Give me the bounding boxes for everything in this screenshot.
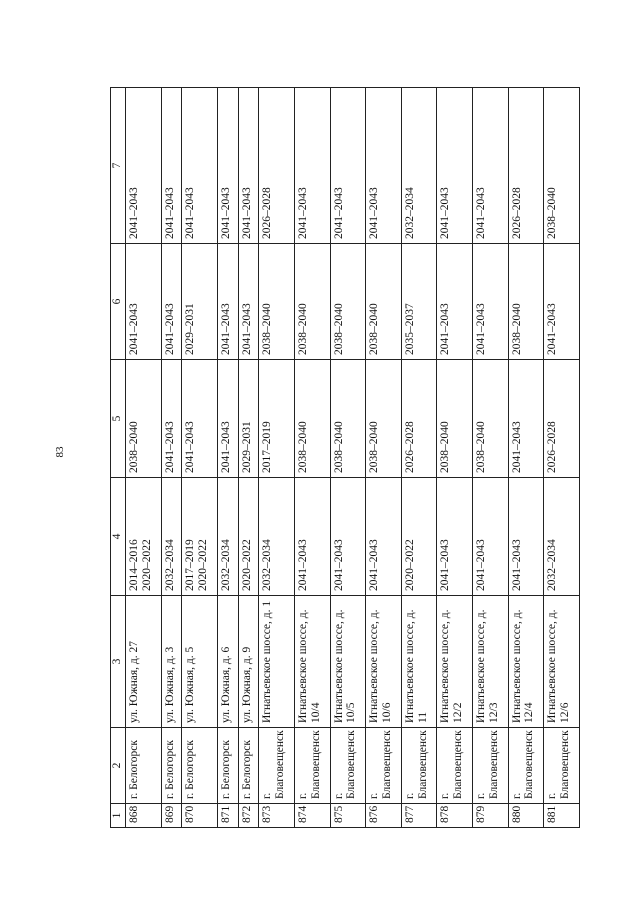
cell-address: Игнатьевское шоссе, д. 12/3 [472,596,508,728]
cell-row-number: 873 [259,804,295,828]
cell-period-col6: 2041–2043 [217,244,238,360]
cell-address: ул. Южная, д. 6 [217,596,238,728]
cell-address: Игнатьевское шоссе, д. 10/5 [330,596,366,728]
table-row [401,88,437,828]
cell-period-col5: 2026–2028 [401,360,437,478]
cell-address: ул. Южная, д. 27 [126,596,162,728]
cell-period-col6: 2041–2043 [238,244,259,360]
table-row [259,88,295,828]
cell-address: Игнатьевское шоссе, д. 10/4 [294,596,330,728]
cell-period-col4: 2017–2019 2020–2022 [182,478,218,596]
cell-period-col5: 2029–2031 [238,360,259,478]
cell-city: г. Благовещенск [294,728,330,804]
cell-period-col4: 2020–2022 [401,478,437,596]
table-row [238,88,259,828]
cell-address: Игнатьевское шоссе, д. 10/6 [366,596,402,728]
cell-address: Игнатьевское шоссе, д. 12/6 [544,596,580,728]
cell-address: Игнатьевское шоссе, д. 1 [259,596,295,728]
table-row [437,88,473,828]
table-row [544,88,580,828]
cell-period-col4: 2041–2043 [437,478,473,596]
cell-period-col5: 2041–2043 [217,360,238,478]
cell-row-number: 872 [238,804,259,828]
cell-period-col6: 2038–2040 [366,244,402,360]
page-number: 83 [54,446,66,458]
cell-period-col7: 2026–2028 [508,88,544,244]
cell-period-col4: 2032–2034 [259,478,295,596]
header-row [111,88,126,828]
cell-period-col5: 2026–2028 [544,360,580,478]
cell-period-col6: 2041–2043 [126,244,162,360]
cell-period-col6: 2038–2040 [259,244,295,360]
cell-period-col7: 2041–2043 [238,88,259,244]
cell-row-number: 876 [366,804,402,828]
cell-period-col7: 2041–2043 [330,88,366,244]
cell-address: Игнатьевское шоссе, д. 12/2 [437,596,473,728]
cell-row-number: 879 [472,804,508,828]
cell-period-col7: 2032–2034 [401,88,437,244]
cell-row-number: 875 [330,804,366,828]
cell-period-col6: 2038–2040 [330,244,366,360]
cell-period-col4: 2032–2034 [217,478,238,596]
cell-city: г. Белогорск [161,728,182,804]
cell-city: г. Благовещенск [259,728,295,804]
cell-address: Игнатьевское шоссе, д. 11 [401,596,437,728]
cell-period-col7: 2041–2043 [161,88,182,244]
cell-period-col5: 2017–2019 [259,360,295,478]
cell-period-col6: 2038–2040 [508,244,544,360]
cell-period-col5: 2038–2040 [437,360,473,478]
cell-period-col4: 2032–2034 [544,478,580,596]
cell-city: г. Благовещенск [401,728,437,804]
cell-period-col7: 2041–2043 [472,88,508,244]
cell-city: г. Белогорск [182,728,218,804]
cell-period-col5: 2041–2043 [161,360,182,478]
cell-row-number: 871 [217,804,238,828]
header-cell-3: 3 [111,596,126,728]
housing-repair-schedule-table [110,87,580,828]
header-cell-1: 1 [111,804,126,828]
cell-row-number: 868 [126,804,162,828]
cell-period-col5: 2038–2040 [472,360,508,478]
cell-period-col5: 2041–2043 [182,360,218,478]
cell-period-col5: 2038–2040 [366,360,402,478]
cell-period-col5: 2041–2043 [508,360,544,478]
cell-period-col6: 2041–2043 [544,244,580,360]
table-row [330,88,366,828]
cell-address: ул. Южная, д. 9 [238,596,259,728]
cell-city: г. Белогорск [217,728,238,804]
table-row [217,88,238,828]
cell-period-col7: 2041–2043 [126,88,162,244]
cell-period-col7: 2038–2040 [544,88,580,244]
cell-city: г. Благовещенск [508,728,544,804]
cell-period-col6: 2029–2031 [182,244,218,360]
cell-period-col6: 2038–2040 [294,244,330,360]
table-row [126,88,162,828]
cell-period-col4: 2014–2016 2020–2022 [126,478,162,596]
table-body [126,88,580,828]
cell-period-col5: 2038–2040 [126,360,162,478]
cell-period-col7: 2041–2043 [182,88,218,244]
cell-city: г. Благовещенск [472,728,508,804]
cell-period-col4: 2020–2022 [238,478,259,596]
cell-period-col7: 2041–2043 [366,88,402,244]
cell-period-col5: 2038–2040 [330,360,366,478]
cell-city: г. Благовещенск [437,728,473,804]
cell-period-col4: 2041–2043 [294,478,330,596]
cell-city: г. Благовещенск [544,728,580,804]
cell-period-col7: 2041–2043 [437,88,473,244]
table-row [508,88,544,828]
table-row [472,88,508,828]
cell-period-col4: 2041–2043 [330,478,366,596]
header-cell-6: 6 [111,244,126,360]
cell-address: Игнатьевское шоссе, д. 12/4 [508,596,544,728]
cell-address: ул. Южная, д. 3 [161,596,182,728]
cell-period-col6: 2041–2043 [437,244,473,360]
header-cell-2: 2 [111,728,126,804]
rotated-table-container [110,88,580,828]
cell-period-col6: 2041–2043 [161,244,182,360]
cell-period-col5: 2038–2040 [294,360,330,478]
cell-row-number: 877 [401,804,437,828]
header-cell-5: 5 [111,360,126,478]
cell-period-col4: 2032–2034 [161,478,182,596]
table-row [182,88,218,828]
cell-row-number: 881 [544,804,580,828]
cell-city: г. Благовещенск [330,728,366,804]
cell-row-number: 874 [294,804,330,828]
cell-city: г. Белогорск [238,728,259,804]
cell-period-col6: 2035–2037 [401,244,437,360]
cell-row-number: 878 [437,804,473,828]
cell-period-col7: 2026–2028 [259,88,295,244]
header-cell-7: 7 [111,88,126,244]
cell-row-number: 870 [182,804,218,828]
cell-address: ул. Южная, д. 5 [182,596,218,728]
table-row [366,88,402,828]
cell-period-col4: 2041–2043 [366,478,402,596]
cell-period-col7: 2041–2043 [294,88,330,244]
cell-city: г. Белогорск [126,728,162,804]
cell-period-col7: 2041–2043 [217,88,238,244]
table-row [161,88,182,828]
cell-row-number: 880 [508,804,544,828]
cell-period-col4: 2041–2043 [472,478,508,596]
cell-period-col4: 2041–2043 [508,478,544,596]
cell-period-col6: 2041–2043 [472,244,508,360]
header-cell-4: 4 [111,478,126,596]
table-row [294,88,330,828]
cell-row-number: 869 [161,804,182,828]
cell-city: г. Благовещенск [366,728,402,804]
